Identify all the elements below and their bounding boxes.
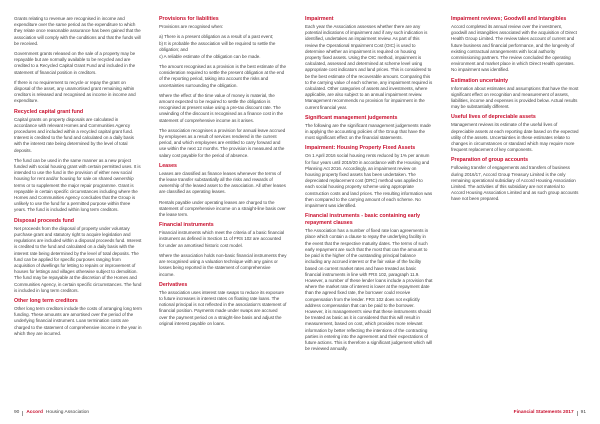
body-paragraph: Financial instruments which meet the criteria of a basic financial instrument as defined in Section 11 of FRS 102 are accounted for under an amortised historic cost model.	[159, 230, 285, 248]
section-heading: Derivatives	[159, 281, 188, 288]
section-heading: Disposal proceeds fund	[14, 217, 75, 224]
condition-list	[159, 34, 287, 60]
text-column-1	[14, 16, 142, 404]
section-heading: Financial instruments - basic containing early repayment clauses	[305, 213, 421, 227]
body-paragraph: The association uses interest rate swaps to reduce its exposure to future increases in interest rates on floating rate loans. The notional principal is not reflected in the association's statement of financial position. Payments made under swaps are accrued over the payment period on a straight-line basis and adjust the original interest payable on loans.	[159, 289, 287, 326]
text-column-4	[451, 16, 579, 404]
list-item: c) A reliable estimate of the obligation can be made.	[159, 53, 261, 59]
section-heading: Impairment reviews; Goodwill and Intangibles	[451, 16, 567, 22]
body-paragraph: Provisions are recognised when:	[159, 24, 224, 29]
body-paragraph: Net proceeds from the disposal of property under voluntary purchase grant and statutory right to acquire legislation and regulations are included within a disposal proceeds fund. Interest is credited to the fund and calculated on a daily basis with the interest rate being determined by the level of total deposits. The fund can be applied for specific purposes ranging from acquisition of dwellings for letting to repairs or improvement of houses for lettings and villages otherwise subject to demolition. The fund may be repayable at the discretion of the Homes and Communities Agency, in certain specific circumstances. The fund is included in long term creditors.	[14, 225, 142, 293]
list-item: a) There is a present obligation as a result of a past event;	[159, 34, 274, 40]
body-paragraph: Management reviews its estimate of the useful lives of depreciable assets at each reporting date based on the expected utility of the assets. Uncertainties in these estimates relate to changes in circumstances or standard which may require more frequent replacement of key components.	[451, 122, 579, 153]
body-paragraph: Grants relating to revenue are recognised in income and expenditure over the same period as the expenditure to which they relate once reasonable assurance has been gained that the association will comply with the conditions and that the funds will be received.	[14, 16, 141, 46]
body-paragraph: Following transfer of engagements and transfers of business during 2016/17, Accord Group Treasury Limited is the only remaining operational subsidiary of Accord Housing Association Limited. The activities of this subsidiary are not material to Accord Housing Association Limited and as such group accounts have not been prepared.	[451, 165, 579, 202]
body-paragraph: Rentals payable under operating leases are charged to the statement of comprehensive income on a straight-line basis over the lease term.	[159, 199, 286, 218]
section-heading: Impairment: Housing Property Fixed Assets	[305, 145, 416, 152]
body-paragraph: If there is no requirement to recycle or repay the grant on disposal of the asset, any unamortised grant remaining within creditors is released and recognised as income in income and expenditure.	[14, 79, 136, 104]
body-paragraph: Capital grants on property disposals are calculated in accordance with relevant Homes and Communities Agency procedures and included within a recycled capital grant fund. Interest is credited to the fund and calculated on a daily basis with the interest rate being determined by the level of total deposits.	[14, 116, 134, 153]
body-paragraph: The following are the significant management judgements made in applying the accounting policies of the Group that have the most significant effect on the financial statements.	[305, 122, 431, 141]
section-heading: Leases	[159, 162, 177, 169]
body-paragraph: Leases are classified as finance leases whenever the terms of the lease transfer substantially all the risks and rewards of ownership of the leased asset to the association. All other leases are classified as operating leases.	[159, 170, 286, 195]
page-number-left: 90	[14, 410, 20, 415]
text-column-2	[159, 16, 287, 404]
body-paragraph: On 1 April 2016 social housing rents reduced by 1% per annum for four years until 2019/20 in accordance with the Housing and Planning Act 2016. Accordingly, an impairment review on housing property fixed assets has been undertaken. The depreciated replacement cost (DRC) method was applied to each social housing property scheme using appropriate construction costs and land prices. The resulting information was then compared to the carrying amount of each scheme. No impairment was identified.	[305, 153, 433, 209]
footer-left	[14, 410, 89, 416]
section-heading: Preparation of group accounts	[451, 157, 529, 164]
section-heading: Other long term creditors	[14, 297, 78, 304]
footer-title-right: Financial Statements 2017	[513, 410, 574, 415]
body-paragraph: Each year the Association assesses whether there are any potential indications of impairment and if any such indication is identified, undertakes an impairment review. As part of this review the Operational Impairment Cost (OIC) is used to determine whether an impairment is required on housing property fixed assets. Using the OIC method, impairment is calculated, assessed and determined at scheme level using appropriate cost indicators and land prices. This is considered to be the best estimate of the recoverable amount. Comparing this to the carrying value of each scheme, any impairment required is calculated. Other categories of assets and investments, where applicable, are also subject to an annual impairment review. Management recommends no provision for impairment in the current financial year.	[305, 24, 433, 110]
body-paragraph: Information about estimates and assumptions that have the most significant effect on recognition and measurement of assets, liabilities, income and expenses is provided below. Actual results may be substantially different.	[451, 85, 579, 110]
body-paragraph: The amount recognised as a provision is the best estimate of the consideration required to settle the present obligation at the end of the reporting period, taking into account the risks and uncertainties surrounding the obligation.	[159, 64, 286, 88]
body-paragraph: Government grants released on the sale of a property may be repayable but are normally available to be recycled and are credited to a Recycled Capital Grant Fund and included in the statement of financial position in creditors.	[14, 51, 136, 75]
section-heading: Financial instruments	[159, 222, 214, 229]
text-column-3	[305, 16, 433, 404]
section-heading: Provisions for liabilities	[159, 16, 219, 22]
body-paragraph: The fund can be used in the same manner as a new project funded with social housing grant with certain permitted uses. It is intended to use the fund in the provision of either new social housing for rent and/or housing for sale on shared ownership terms or to supplement the major repair programme. Grant is repayable in certain specific circumstances including where the Homes and Communities Agency concludes that the Group is unlikely to use the fund for a permitted purpose within three years. The fund is included within long term creditors.	[14, 157, 141, 213]
section-heading: Significant management judgements	[305, 114, 398, 121]
body-paragraph: Accord completed its annual review over the investment, goodwill and intangibles associated with the acquisition of Direct Health Group Limited. The review takes account of current and future business and financial performance, and the longevity of existing contractual arrangements with local authority commissioning partners. The review concluded the operating environment and market place in which Direct Health operates. No impairment was identified.	[451, 24, 577, 73]
body-paragraph: Where the effect of the time value of money is material, the amount expected to be required to settle the obligation is recognised at present value using a pre-tax discount rate. The unwinding of the discount is recognised as a finance cost in the statement of comprehensive income as it arises.	[159, 92, 283, 123]
section-heading: Useful lives of depreciable assets	[451, 114, 536, 121]
body-paragraph: The association recognises a provision for annual leave accrued by employees as a result of services rendered in the current period, and which employees are entitled to carry forward and use within the next 12 months. The provision is measured at the salary cost payable for the period of absence.	[159, 127, 286, 158]
body-paragraph: Other long term creditors include the costs of arranging long term funding. These amounts are amortised over the period of the underlying financial instrument. Loan termination costs are charged to the statement of comprehensive income in the year in which they are incurred.	[14, 305, 142, 336]
section-heading: Recycled capital grant fund	[14, 108, 84, 115]
list-item: b) It is probable the association will be required to settle the obligation; and	[159, 40, 276, 53]
footer-title-left: Housing Association	[45, 410, 90, 415]
footer-right	[514, 410, 586, 416]
body-paragraph: The Association has a number of fixed rate loan agreements in place which contain a clause to repay the underlying facility in the event that the respective maturity dates. The terms of such early repayment are such that the most that can the amount to be paid is the higher of the outstanding principal balance including any accrued interest or the fair value of the facility based on current market rates and have treated as basic financial instruments in line with FRS 102, paragraph 11.9. However, a number of these lender loans include a provision that where the market rate of interest is lower at the repayment date than the agreed fixed rate, the borrower could receive compensation from the lender. FRS 102 does not explicitly address compensation that can be paid to the borrower. However, it is management's view that these instruments should be treated as basic as it is considered that this will result in measurement, based on cost, which provides more relevant information by better reflecting the intentions of the contracting parties in entering into the agreement and their expectations of future actions. This is therefore a significant judgement which will be reviewed annually.	[305, 228, 433, 352]
section-heading: Impairment	[305, 16, 334, 22]
footer-brand: Accord	[26, 410, 43, 415]
footer-divider	[577, 411, 578, 416]
footer-divider	[22, 411, 23, 416]
section-heading: Estimation uncertainty	[451, 77, 509, 84]
page-number-right: 91	[580, 410, 586, 415]
body-paragraph: Where the association holds non-basic financial instruments they are recognised using a valuation technique with any gains or losses being reported in the statement of comprehensive income.	[159, 252, 287, 277]
